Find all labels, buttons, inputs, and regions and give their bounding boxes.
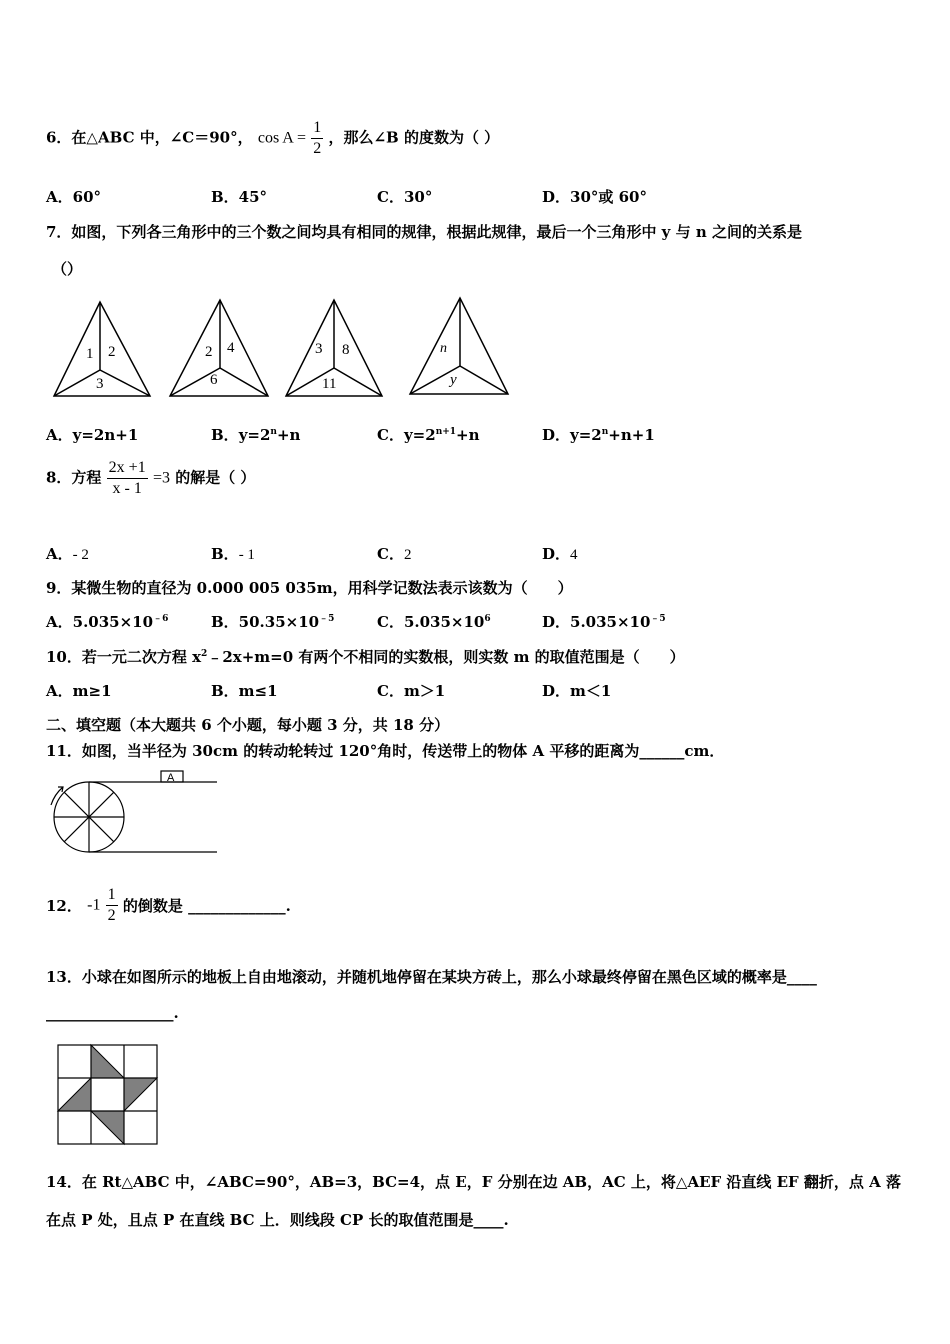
q7-option-a — [46, 424, 138, 445]
q7-option-c — [377, 424, 480, 445]
q8-option-b — [211, 543, 255, 564]
q7-option-b-sup: n — [270, 427, 277, 437]
q7-option-a-label: A． — [46, 426, 73, 444]
q9-option-b-sup: ﹣5 — [319, 614, 335, 624]
q11-label-a: A — [167, 772, 175, 784]
shaded-region-left — [58, 1078, 91, 1111]
q9-option-a — [46, 611, 168, 632]
triangle-3-b: 8 — [342, 342, 350, 358]
q7-option-c-tail: +n — [456, 426, 480, 444]
q9-stem: 9．某微生物的直径为 0.000 005 035m，用科学记数法表示该数为（ ） — [46, 579, 573, 597]
q7-stem-line1: 7．如图，下列各三角形中的三个数之间均具有相同的规律，根据此规律，最后一个三角形中 y 与 n 之间的关系是 — [46, 223, 802, 241]
q7-option-b — [211, 424, 300, 445]
q10-option-b: B．m≤1 — [211, 682, 278, 700]
triangle-1-c: 3 — [96, 376, 104, 392]
q8-option-a — [46, 543, 89, 564]
q9-option-b — [211, 611, 334, 632]
q7-option-c-label: C． — [377, 426, 404, 444]
q7-option-d-sup: n — [601, 427, 609, 437]
q9-option-a-base: A．5.035×10 — [46, 613, 154, 631]
q10-pre: 10．若一元二次方程 x — [46, 648, 202, 666]
q14-stem-line1: 14．在 Rt△ABC 中，∠ABC=90°，AB=3，BC=4，点 E，F 分别在边 AB，AC 上，将△AEF 沿直线 EF 翻折，点 A 落 — [46, 1173, 902, 1191]
q7-option-b-tail: +n — [276, 426, 301, 444]
q6-cos: cos A = — [257, 129, 306, 147]
q9-option-a-sup: ﹣6 — [153, 614, 169, 624]
q8-option-b-label: B． — [211, 545, 239, 563]
section-2-heading: 二、填空题（本大题共 6 个小题，每小题 3 分，共 18 分） — [46, 716, 450, 734]
q8-option-c-label: C． — [377, 545, 404, 563]
triangle-3-c: 11 — [322, 376, 337, 392]
q6-option-d: D．30°或 60° — [542, 188, 647, 206]
q9-option-d-base: D．5.035×10 — [542, 613, 651, 631]
q9-option-c-sup: 6 — [484, 614, 491, 624]
q6-frac-den: 2 — [313, 140, 322, 157]
q6-suffix: ，那么∠B 的度数为（ ） — [328, 128, 500, 147]
triangle-4 — [410, 298, 508, 394]
q8-fraction — [107, 458, 148, 499]
q6-prefix: 6．在△ABC 中，∠C＝90°， — [46, 128, 253, 147]
q6-option-b: B．45° — [211, 188, 268, 206]
q13-stem-line1: 13．小球在如图所示的地板上自由地滚动，并随机地停留在某块方砖上，那么小球最终停留在黑色区域的概率是____ — [46, 968, 817, 986]
q7-option-d-label: D． — [542, 426, 571, 444]
q14-stem-line2: 在点 P 处，且点 P 在直线 BC 上．则线段 CP 长的取值范围是____. — [46, 1211, 509, 1229]
q12-stem — [46, 885, 291, 926]
q8-option-c-value: 2 — [403, 547, 412, 563]
q8-option-d — [542, 543, 578, 564]
q8-eq: =3 — [152, 469, 170, 487]
q8-option-d-label: D． — [542, 545, 571, 563]
q9-option-c-base: C．5.035×10 — [377, 613, 485, 631]
q8-frac-den: x - 1 — [112, 480, 142, 497]
q13-stem-line2: _________________. — [46, 1004, 179, 1022]
q7-option-b-label: B． — [211, 426, 239, 444]
q10-option-c: C．m＞1 — [377, 682, 446, 700]
q10-post: ﹣2x+m=0 有两个不相同的实数根，则实数 m 的取值范围是（ ） — [207, 648, 685, 666]
q7-triangles-figure — [50, 292, 520, 402]
q7-option-a-text: y=2n+1 — [72, 426, 139, 444]
q7-option-d-base: y=2 — [570, 426, 602, 444]
q13-tile-grid-figure — [58, 1045, 158, 1145]
q12-suffix: 的倒数是 _____________. — [122, 897, 291, 915]
q11-conveyor-figure — [45, 767, 225, 857]
q8-frac-num: 2x +1 — [107, 458, 148, 479]
triangle-2-a: 2 — [205, 344, 213, 360]
q8-option-c — [377, 543, 411, 564]
triangle-1-a: 1 — [86, 346, 94, 362]
q9-option-d-sup: ﹣5 — [650, 614, 666, 624]
q7-stem-line2: （） — [52, 260, 83, 278]
q7-option-b-base: y=2 — [238, 426, 271, 444]
triangle-4-c: y — [450, 372, 457, 388]
q6-fraction — [311, 118, 323, 159]
q8-prefix: 8．方程 — [46, 468, 102, 487]
q7-option-c-sup: n+1 — [435, 427, 457, 437]
q6-option-a: A．60° — [46, 188, 102, 206]
q12-whole: -1 — [87, 896, 101, 914]
triangle-2-c: 6 — [210, 372, 218, 388]
triangle-3-a: 3 — [315, 341, 323, 357]
q12-fraction — [106, 885, 118, 926]
q10-option-a: A．m≥1 — [46, 682, 112, 700]
shaded-region-right — [124, 1078, 157, 1111]
q12-frac-den: 2 — [107, 907, 116, 924]
q7-option-d — [542, 424, 655, 445]
q11-stem: 11．如图，当半径为 30cm 的转动轮转过 120°角时，传送带上的物体 A 平移的距离为______cm． — [46, 742, 725, 760]
q8-suffix: 的解是（ ） — [175, 468, 256, 487]
tile-grid-lines — [58, 1045, 157, 1144]
q8-option-a-label: A． — [46, 545, 73, 563]
q9-option-d — [542, 611, 666, 632]
q12-frac-num: 1 — [106, 885, 118, 906]
q10-sup: 2 — [201, 649, 208, 659]
q10-option-d: D．m＜1 — [542, 682, 612, 700]
triangle-2 — [170, 300, 268, 396]
shaded-region-top — [91, 1045, 124, 1078]
q6-stem — [46, 118, 499, 159]
q7-option-c-base: y=2 — [403, 426, 436, 444]
triangle-4-a: n — [440, 341, 447, 356]
shaded-region-bottom — [91, 1111, 124, 1144]
q8-stem — [46, 458, 255, 499]
triangle-2-b: 4 — [227, 340, 235, 356]
q8-option-a-value: - 2 — [72, 547, 89, 563]
q6-frac-num: 1 — [311, 118, 323, 139]
q8-option-b-value: - 1 — [238, 547, 255, 563]
q12-prefix: 12． — [46, 897, 82, 915]
q9-option-b-base: B．50.35×10 — [211, 613, 320, 631]
triangle-1-b: 2 — [108, 344, 116, 360]
q8-option-d-value: 4 — [570, 547, 578, 563]
q7-option-d-tail: +n+1 — [608, 426, 655, 444]
q6-option-c: C．30° — [377, 188, 433, 206]
q10-stem — [46, 646, 685, 667]
q9-option-c — [377, 611, 491, 632]
